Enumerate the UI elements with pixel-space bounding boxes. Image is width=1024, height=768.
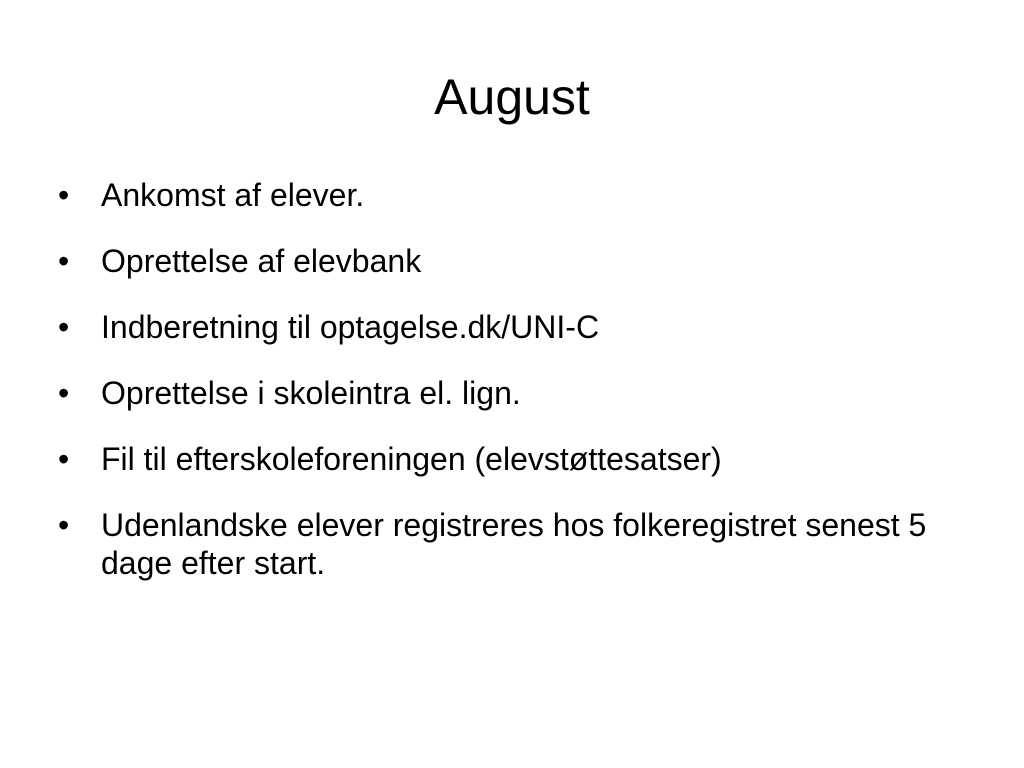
bullet-text: Fil til efterskoleforeningen (elevstøttesatser) xyxy=(101,441,722,477)
bullet-text: Udenlandske elever registreres hos folkeregistret senest 5 dage efter start. xyxy=(101,507,927,581)
bullet-icon: • xyxy=(58,375,70,411)
bullet-text: Ankomst af elever. xyxy=(101,177,365,213)
bullet-icon: • xyxy=(58,177,70,213)
bullet-item xyxy=(58,242,978,280)
slide-title: August xyxy=(434,69,590,125)
bullet-list xyxy=(58,176,978,582)
bullet-item xyxy=(58,374,978,412)
bullet-item xyxy=(58,440,978,478)
bullet-item xyxy=(58,506,978,582)
bullet-icon: • xyxy=(58,309,70,345)
bullet-text: Oprettelse i skoleintra el. lign. xyxy=(101,375,521,411)
bullet-text: Oprettelse af elevbank xyxy=(101,243,422,279)
bullet-icon: • xyxy=(58,441,70,477)
bullet-icon: • xyxy=(58,243,70,279)
bullet-item xyxy=(58,176,978,214)
bullet-icon: • xyxy=(58,507,70,543)
bullet-item xyxy=(58,308,978,346)
bullet-text: Indberetning til optagelse.dk/UNI-C xyxy=(101,309,600,345)
